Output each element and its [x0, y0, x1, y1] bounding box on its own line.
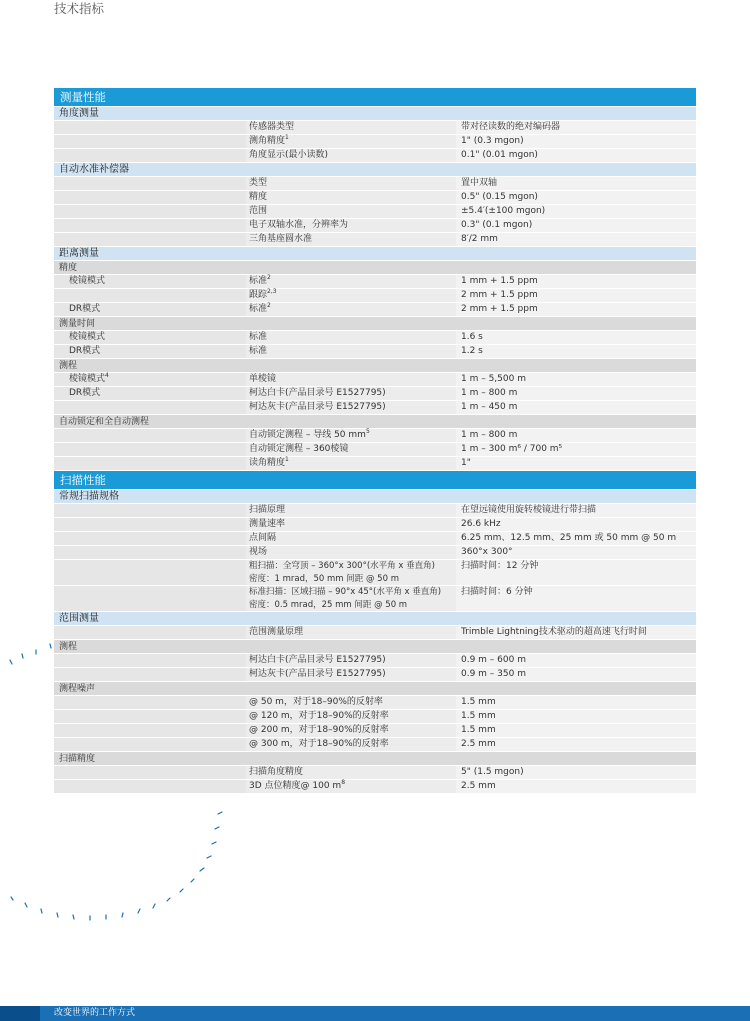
row-label: 视场 [246, 546, 456, 559]
table-row [54, 518, 696, 532]
row-value: 1.5 mm [456, 696, 696, 709]
row-label: 标准 [246, 345, 456, 358]
subsection-general-scan: 常规扫描规格 [54, 490, 696, 504]
table-row [54, 373, 696, 387]
subsection-angle: 角度测量 [54, 107, 696, 121]
footer-text: 改变世界的工作方式 [54, 1008, 136, 1018]
row-label: 柯达白卡(产品目录号 E1527795) [246, 387, 456, 400]
row-mode: DR模式 [54, 345, 246, 358]
row-value: ±5.4′(±100 mgon) [456, 205, 696, 218]
row-value: 扫描时间：6 分钟 [456, 586, 696, 611]
subsection-range-measure: 范围测量 [54, 612, 696, 626]
table-row [54, 504, 696, 518]
subsection-compensator: 自动水准补偿器 [54, 163, 696, 177]
row-label: 三角基座圆水准 [246, 233, 456, 246]
row-label-2: 密度：0.5 mrad，25 mm 间距 @ 50 m [249, 599, 408, 610]
table-row [54, 345, 696, 359]
row-value: 26.6 kHz [456, 518, 696, 531]
row-label: 3D 点位精度@ 100 m [249, 781, 342, 791]
table-row [54, 710, 696, 724]
row-mode [54, 289, 246, 302]
table-row [54, 121, 696, 135]
row-value: 8′/2 mm [456, 233, 696, 246]
footnote-ref: 5 [365, 428, 370, 435]
row-label: 标准 [249, 276, 268, 286]
table-row [54, 135, 696, 149]
row-value: 1 m – 800 m [456, 429, 696, 442]
table-row [54, 668, 696, 682]
subsection-distance: 距离测量 [54, 247, 696, 261]
section-measurement: 测量性能 [54, 88, 696, 107]
row-value: 2 mm + 1.5 ppm [456, 303, 696, 316]
footnote-ref: 8 [341, 779, 346, 786]
row-label: 扫描原理 [246, 504, 456, 517]
row-label: 跟踪 [249, 290, 268, 300]
row-label: 范围 [246, 205, 456, 218]
row-value: 1.6 s [456, 331, 696, 344]
row-mode [54, 401, 246, 414]
table-row [54, 626, 696, 640]
row-label: 传感器类型 [246, 121, 456, 134]
page-title: 技术指标 [54, 1, 105, 16]
row-label: 粗扫描：全穹顶 – 360°x 300°(水平角 x 垂直角) [249, 561, 435, 571]
row-value: 1.2 s [456, 345, 696, 358]
row-value: 2 mm + 1.5 ppm [456, 289, 696, 302]
row-mode: DR模式 [54, 387, 246, 400]
table-row [54, 560, 696, 586]
row-mode: 棱镜模式 [54, 331, 246, 344]
footnote-ref: 4 [105, 372, 109, 379]
row-value: 1 mm + 1.5 ppm [456, 275, 696, 288]
row-label: @ 300 m，对于18–90%的反射率 [246, 738, 456, 751]
row-label: @ 50 m，对于18–90%的反射率 [246, 696, 456, 709]
row-label: 柯达灰卡(产品目录号 E1527795) [246, 668, 456, 681]
row-value: 0.5" (0.15 mgon) [456, 191, 696, 204]
group-scan-accuracy: 扫描精度 [54, 752, 696, 766]
row-value: 0.3" (0.1 mgon) [456, 219, 696, 232]
table-row [54, 191, 696, 205]
table-row [54, 331, 696, 345]
table-row [54, 233, 696, 247]
row-label: 自动锁定测程 – 360棱镜 [246, 443, 456, 456]
table-row [54, 303, 696, 317]
footer-accent [0, 1006, 40, 1021]
row-label: 测量速率 [246, 518, 456, 531]
group-autolock: 自动锁定和全自动测程 [54, 415, 696, 429]
section-scanning: 扫描性能 [54, 471, 696, 490]
table-row [54, 766, 696, 780]
row-label: 柯达灰卡(产品目录号 E1527795) [246, 401, 456, 414]
row-label: 自动锁定测程 – 导线 50 mm [249, 430, 366, 440]
footnote-ref: 2 [267, 302, 271, 309]
row-label: 标准扫描：区域扫描 – 90°x 45°(水平角 x 垂直角) [249, 587, 442, 597]
row-value: 0.9 m – 350 m [456, 668, 696, 681]
row-label: 精度 [246, 191, 456, 204]
footnote-ref: 2,3 [267, 288, 277, 295]
group-range-noise: 测程噪声 [54, 682, 696, 696]
row-label: 范围测量原理 [246, 626, 456, 639]
group-range: 测程 [54, 359, 696, 373]
row-value: 带对径读数的绝对编码器 [456, 121, 696, 134]
row-value: 在望远镜使用旋转棱镜进行带扫描 [456, 504, 696, 517]
row-value: 0.1" (0.01 mgon) [456, 149, 696, 162]
row-value: 扫描时间：12 分钟 [456, 560, 696, 585]
table-row [54, 586, 696, 612]
table-row [54, 724, 696, 738]
row-label: @ 200 m，对于18–90%的反射率 [246, 724, 456, 737]
row-mode: DR模式 [54, 303, 246, 316]
table-row [54, 696, 696, 710]
table-row [54, 443, 696, 457]
row-mode: 棱镜模式 [54, 275, 246, 288]
footnote-ref: 1 [285, 456, 289, 463]
row-value: 1" [456, 457, 696, 470]
row-value: 2.5 mm [456, 738, 696, 751]
table-row [54, 654, 696, 668]
table-row [54, 149, 696, 163]
row-label: 柯达白卡(产品目录号 E1527795) [246, 654, 456, 667]
table-row [54, 219, 696, 233]
table-row [54, 429, 696, 443]
row-value: 6.25 mm、12.5 mm、25 mm 或 50 mm @ 50 m [456, 532, 696, 545]
table-row [54, 457, 696, 471]
table-row [54, 401, 696, 415]
row-label-2: 密度：1 mrad，50 mm 间距 @ 50 m [249, 573, 399, 584]
table-row [54, 532, 696, 546]
row-label: 点间隔 [246, 532, 456, 545]
row-value: 360°x 300° [456, 546, 696, 559]
row-value: 1 m – 300 m⁶ / 700 m⁵ [456, 443, 696, 456]
table-row [54, 387, 696, 401]
row-label: 单棱镜 [246, 373, 456, 386]
row-mode: 棱镜模式 [69, 374, 106, 384]
table-row [54, 289, 696, 303]
row-label: 角度显示(最小读数) [246, 149, 456, 162]
row-value: 1.5 mm [456, 710, 696, 723]
spec-table [54, 88, 696, 794]
row-value: 0.9 m – 600 m [456, 654, 696, 667]
row-label: 扫描角度精度 [246, 766, 456, 779]
table-row [54, 546, 696, 560]
row-value: 1.5 mm [456, 724, 696, 737]
footnote-ref: 1 [285, 134, 289, 141]
row-value: 1 m – 450 m [456, 401, 696, 414]
row-label: 测角精度 [249, 136, 286, 146]
row-value: 1 m – 800 m [456, 387, 696, 400]
row-label: @ 120 m，对于18–90%的反射率 [246, 710, 456, 723]
row-label: 电子双轴水准，分辨率为 [246, 219, 456, 232]
row-value: 1" (0.3 mgon) [456, 135, 696, 148]
row-label: 标准 [249, 304, 268, 314]
group-accuracy: 精度 [54, 261, 696, 275]
row-value: 5" (1.5 mgon) [456, 766, 696, 779]
table-row [54, 177, 696, 191]
table-row [54, 738, 696, 752]
row-value: Trimble Lightning技术驱动的超高速飞行时间 [456, 626, 696, 639]
group-scan-range: 测程 [54, 640, 696, 654]
row-value: 2.5 mm [456, 780, 696, 793]
table-row [54, 205, 696, 219]
table-row [54, 275, 696, 289]
row-label: 类型 [246, 177, 456, 190]
footnote-ref: 2 [267, 274, 271, 281]
row-label: 读角精度 [249, 458, 286, 468]
row-value: 1 m – 5,500 m [456, 373, 696, 386]
row-label: 标准 [246, 331, 456, 344]
group-time: 测量时间 [54, 317, 696, 331]
table-row [54, 780, 696, 794]
row-value: 置中双轴 [456, 177, 696, 190]
